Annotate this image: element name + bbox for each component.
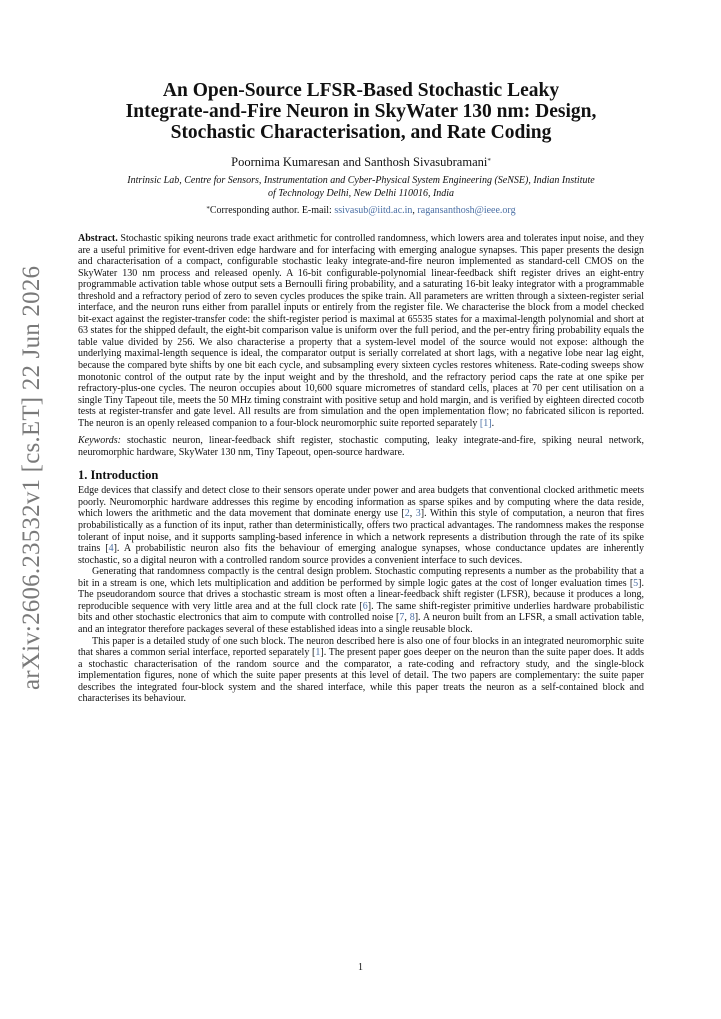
citation-separator: , (409, 508, 416, 520)
affiliation-line-2: of Technology Delhi, New Delhi 110016, India (267, 188, 455, 199)
citation-link[interactable]: 8 (409, 612, 415, 624)
corresponding-mark: * (487, 157, 491, 165)
email-separator: , (412, 205, 418, 216)
citation-link[interactable]: [1] (479, 417, 492, 429)
paragraph-text: ]. The pseudorandom source that drives a stochastic stream is most often a linear-feedback shift register (LFSR), because it produces a long, reproducible sequence with very little area and at the full clock rate [ (78, 577, 644, 612)
keywords-text: stochastic neuron, linear-feedback shift register, stochastic computing, leaky integrate-and-fire, spiking neural network, neuromorphic hardware, SkyWater 130 nm, Tiny Tapeout, open-source hardware. (78, 435, 644, 458)
citation-link[interactable]: 2 (404, 508, 410, 520)
paragraph-text: This paper is a detailed study of one such block. The neuron described here is also one of four blocks in an integrated neuromorphic suite that shares a common serial interface, reported separately [ (78, 635, 644, 659)
paper-title (78, 80, 644, 143)
corresponding-footnote-mark: * (206, 205, 210, 213)
title-line-3: Stochastic Characterisation, and Rate Coding (170, 122, 552, 143)
section-heading-introduction: 1. Introduction (78, 468, 159, 483)
citation-link[interactable]: 1 (315, 647, 321, 659)
title-line-1: An Open-Source LFSR-Based Stochastic Leaky (162, 80, 560, 101)
paragraph-text: ]. The present paper goes deeper on the neuron than the suite paper does. It adds a stochastic characterisation of the random source and the comparator, a rate-coding and refractory study, and the single-block implementation figures, none of which the suite paper presents at this level of detail. The two papers are complementary: the suite paper describes the integrated four-block system and the shared interface, while this paper treats the neuron as a self-contained block and characterises its behaviour. (78, 647, 644, 705)
paragraph-text: ]. The same shift-register primitive underlies hardware probabilistic bits and other stochastic electronics that aim to compute with controlled noise [ (78, 600, 644, 624)
corresponding-author (78, 204, 644, 217)
affiliation (78, 174, 644, 200)
email-link-1[interactable]: ssivasub@iitd.ac.in (334, 205, 413, 216)
paper-content (78, 80, 644, 705)
citation-link[interactable]: 5 (633, 577, 639, 589)
abstract (78, 233, 644, 429)
page-number: 1 (358, 962, 363, 973)
author-list (78, 155, 644, 169)
paragraph-text: ]. A probabilistic neuron also fits the behaviour of emerging analogue synapses, whose conductance updates are inherently stochastic, so a digital neuron with a controlled random source provides a convenient interface to such devices. (78, 543, 644, 566)
citation-link[interactable]: 4 (108, 543, 114, 555)
paragraph-text: ]. A neuron built from an LFSR, a small activation table, and an integrator therefore packages several of these established ideas into a single reusable block. (78, 612, 645, 635)
abstract-end: . (491, 417, 495, 429)
citation-link[interactable]: 6 (362, 600, 368, 612)
paragraph-text: Generating that randomness compactly is the central design problem. Stochastic computing represents a number as the probability that a bit in a stream is one, which lets multiplication and addition be performed by simple logic gates at the cost of longer evaluation times [ (78, 566, 644, 589)
corresponding-label: Corresponding author. E-mail: (209, 205, 335, 216)
citation-link[interactable]: 7 (399, 612, 405, 624)
abstract-text: Stochastic spiking neurons trade exact arithmetic for controlled randomness, which lowers area and tolerates input noise, and they are a useful primitive for event-driven edge hardware and for interfacing with emerging analogue synapses. This paper presents the design and characterisation of a compact, configurable stochastic leaky integrate-and-fire neuron implemented as standard-cell CMOS on the SkyWater 130 nm process and released openly. A 16-bit configurable-polynomial linear-feedback shift register drives an eight-entry programmable activation table whose output sets a Bernoulli firing probability, and a saturating 16-bit leaky integrator with a programmable threshold and a refractory period of zero to seven cycles produces the spike train. All parameters are written through a sixteen-register serial interface, and the neuron runs either from parallel inputs or entirely from the register file. We characterise the block from a model checked bit-exact against the register-transfer code: the shift-register period is maximal at 65535 states for a maximal-length polynomial and short at 63 states for the shipped default, the eight-bit comparison value is uniform over the full period, and the per-entry firing probability equals the table value divided by 256. We also characterise a property that a system-level model of the source would not expose: although the underlying maximal-length sequence is ideal, the comparator output is serially correlated at short lags, with a negative lobe near lag eight, because the compared byte shifts by one bit each cycle, and subsampling every sixteen cycles restores whiteness. Rate-coding sweeps show monotonic control of the output rate by the input weight and by the threshold, and the refractory period caps the rate at one spike per refractory-plus-one cycles. The neuron occupies about 10,600 square micrometres of standard cells, places at 70 per cent utilisation on a single Tiny Tapeout tile, meets the 50 MHz timing constraint with positive setup and hold margin, and is verified by eighteen directed cocotb tests at register-transfer and gate level. All results are from simulation and the open implementation flow; no fabricated silicon is reported. The neuron is an openly released companion to a four-block neuromorphic suite reported separately (78, 233, 644, 429)
abstract-label: Abstract. (78, 233, 118, 244)
intro-paragraph-3 (78, 636, 644, 705)
paragraph-text: Edge devices that classify and detect close to their sensors operate under power and area budgets that conventional clocked arithmetic meets poorly. Neuromorphic hardware addresses this regime by encoding information as sparse spikes and by computing where the data reside, which lowers the arithmetic and the data movement that dominate energy use [ (78, 485, 644, 520)
citation-link[interactable]: 3 (415, 508, 421, 520)
keywords (78, 435, 644, 458)
affiliation-line-1: Intrinsic Lab, Centre for Sensors, Instrumentation and Cyber-Physical System Engineering (SeNSE), Indian Institute (127, 175, 595, 186)
keywords-label: Keywords: (78, 435, 121, 447)
email-link-2[interactable]: ragansanthosh@ieee.org (417, 205, 516, 216)
intro-paragraph-1 (78, 485, 644, 566)
title-line-2: Integrate-and-Fire Neuron in SkyWater 130 nm: Design, (125, 101, 597, 122)
intro-paragraph-2 (78, 566, 644, 635)
arxiv-identifier: arXiv:2606.23532v1 [cs.ET] 22 Jun 2026 (18, 265, 45, 690)
citation-separator: , (404, 612, 410, 624)
paragraph-text: ]. Within this style of computation, a neuron that fires probabilistically as a function of its input, rather than deterministically, offers two practical advantages. The randomness makes the response tolerant of input noise, and it supports sampling-based inference in which a network represents a distribution through the rate of its spike trains [ (78, 508, 644, 555)
author-names: Poornima Kumaresan and Santhosh Sivasubramani (231, 155, 488, 169)
